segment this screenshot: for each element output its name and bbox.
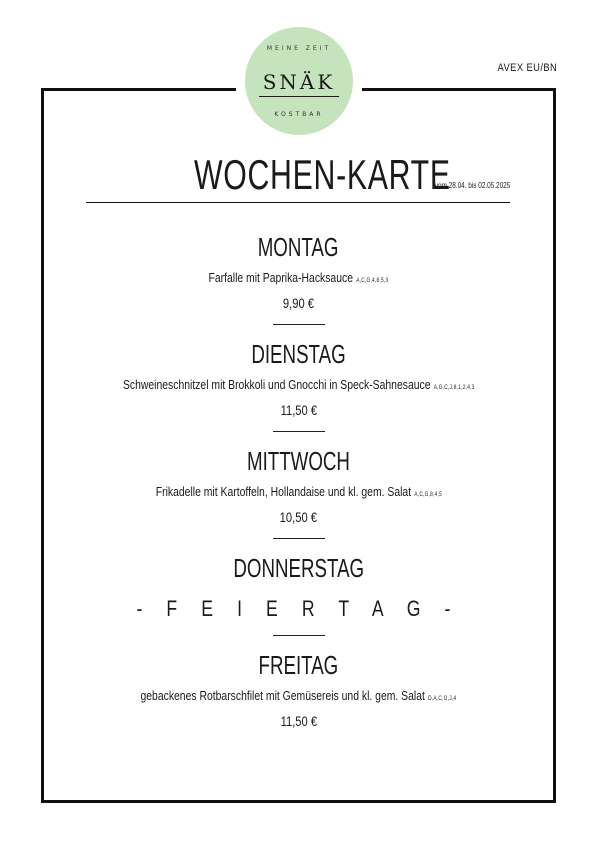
- allergen-codes: A,G,C,J,8,1,2,4,3: [433, 385, 475, 391]
- day-name: DONNERSTAG: [233, 553, 364, 583]
- dish-text: Schweineschnitzel mit Brokkoli und Gnocchi in Speck-Sahnesauce: [122, 377, 431, 392]
- day-wednesday: [41, 446, 556, 526]
- day-tuesday: [41, 339, 556, 419]
- allergen-codes: D,A,C,G,J,4: [428, 696, 457, 702]
- weekly-menu: [41, 232, 556, 730]
- day-name: MITTWOCH: [247, 446, 350, 476]
- day-thursday: [41, 553, 556, 623]
- allergen-codes: A,C,G,4,8,5,3: [356, 278, 389, 284]
- day-name: MONTAG: [258, 232, 339, 262]
- dish-text: Farfalle mit Paprika-Hacksauce: [208, 270, 354, 285]
- title-row: [86, 152, 510, 203]
- separator: [273, 324, 325, 325]
- price: 11,50 €: [280, 713, 317, 729]
- corner-label: AVEX EU/BN: [497, 62, 557, 74]
- dish: [141, 687, 457, 708]
- separator: [273, 538, 325, 539]
- logo-tagline-bottom: KOSTBAR: [274, 111, 324, 118]
- snaek-logo: [245, 27, 353, 135]
- day-monday: [41, 232, 556, 312]
- dish: [209, 269, 389, 290]
- dish-text: gebackenes Rotbarschfilet mit Gemüsereis und kl. gem. Salat: [140, 688, 425, 703]
- price: 11,50 €: [280, 402, 317, 418]
- day-name: FREITAG: [258, 650, 339, 680]
- separator: [273, 635, 325, 636]
- price: 9,90 €: [282, 295, 315, 311]
- dish-text: Frikadelle mit Kartoffeln, Hollandaise und kl. gem. Salat: [155, 484, 411, 499]
- page-title: WOCHEN-KARTE: [194, 151, 451, 198]
- dish: [123, 376, 475, 397]
- dish: [155, 483, 441, 504]
- day-friday: [41, 650, 556, 730]
- price: 10,50 €: [279, 509, 318, 525]
- day-name: DIENSTAG: [251, 339, 346, 369]
- holiday-notice: - F E I E R T A G -: [136, 596, 461, 621]
- date-range: vom 28.04. bis 02.05.2025: [434, 181, 510, 190]
- logo-tagline-top: MEINE ZEIT: [266, 45, 332, 52]
- allergen-codes: A,C,G,8,4,5: [413, 492, 442, 498]
- logo-name: SNÄK: [259, 70, 340, 97]
- separator: [273, 431, 325, 432]
